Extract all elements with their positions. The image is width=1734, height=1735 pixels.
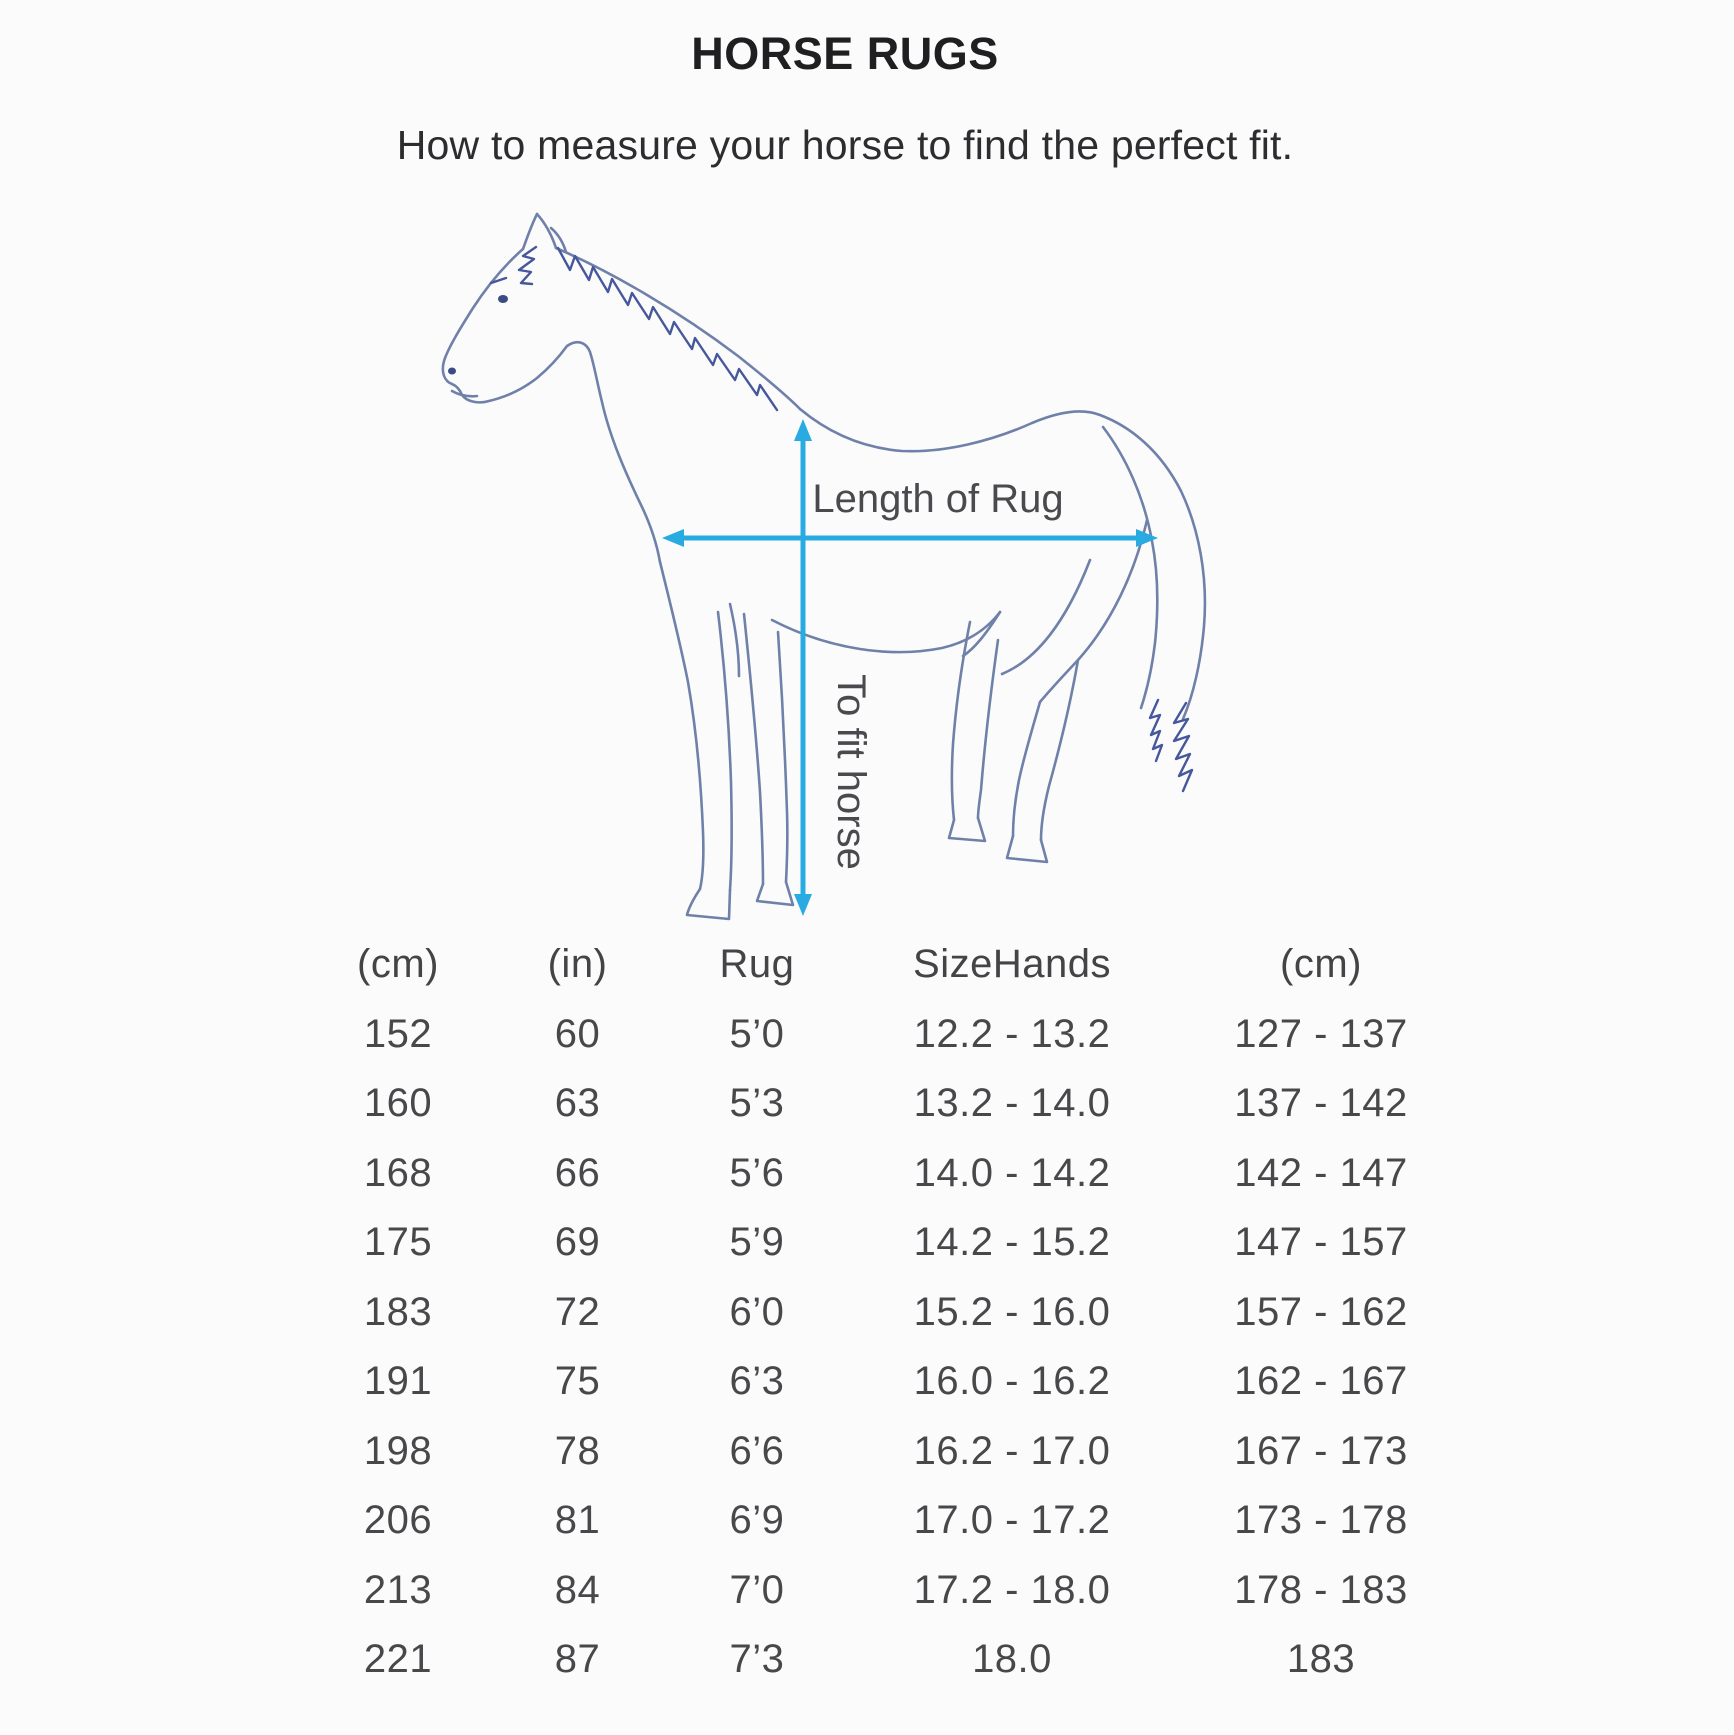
column-header: (in) (547, 942, 608, 987)
table-cell: 72 (554, 1289, 601, 1334)
table-cell: 6’9 (729, 1498, 785, 1543)
table-cell: 213 (363, 1567, 433, 1612)
table-cell: 6’6 (729, 1428, 785, 1473)
table-cell: 168 (363, 1150, 433, 1195)
table-cell: 183 (363, 1289, 433, 1334)
table-cell: 137 - 142 (1234, 1081, 1408, 1126)
table-cell: 78 (554, 1428, 601, 1473)
table-cell: 7’3 (729, 1637, 785, 1682)
table-cell: 15.2 - 16.0 (913, 1289, 1111, 1334)
table-cell: 69 (554, 1220, 601, 1265)
table-cell: 17.2 - 18.0 (913, 1567, 1111, 1612)
table-cell: 5’9 (729, 1220, 785, 1265)
page-title: HORSE RUGS (691, 28, 999, 79)
table-cell: 206 (363, 1498, 433, 1543)
table-cell: 160 (363, 1081, 433, 1126)
table-cell: 63 (554, 1081, 601, 1126)
table-cell: 142 - 147 (1234, 1150, 1408, 1195)
horse-measurement-diagram (400, 180, 1220, 940)
size-table (308, 930, 1465, 1695)
table-cell: 221 (363, 1637, 433, 1682)
table-cell: 157 - 162 (1234, 1289, 1408, 1334)
to-fit-horse-arrow (794, 419, 812, 916)
table-cell: 87 (554, 1637, 601, 1682)
to-fit-horse-label: To fit horse (829, 674, 873, 870)
table-cell: 178 - 183 (1234, 1567, 1408, 1612)
table-cell: 5’6 (729, 1150, 785, 1195)
table-cell: 14.0 - 14.2 (913, 1150, 1111, 1195)
table-cell: 162 - 167 (1234, 1359, 1408, 1404)
table-cell: 5’3 (729, 1081, 785, 1126)
table-cell: 14.2 - 15.2 (913, 1220, 1111, 1265)
table-cell: 183 (1286, 1637, 1356, 1682)
table-cell: 6’3 (729, 1359, 785, 1404)
table-cell: 18.0 (972, 1637, 1052, 1682)
table-cell: 147 - 157 (1234, 1220, 1408, 1265)
table-cell: 191 (363, 1359, 433, 1404)
table-cell: 12.2 - 13.2 (913, 1011, 1111, 1056)
table-cell: 66 (554, 1150, 601, 1195)
length-of-rug-label: Length of Rug (812, 477, 1064, 521)
column-header: Rug (719, 942, 795, 987)
table-cell: 152 (363, 1011, 433, 1056)
table-cell: 60 (554, 1011, 601, 1056)
table-cell: 16.0 - 16.2 (913, 1359, 1111, 1404)
table-cell: 81 (554, 1498, 601, 1543)
column-header: SizeHands (913, 942, 1111, 987)
column-header: (cm) (357, 942, 439, 987)
horse-outline (443, 214, 1205, 919)
table-cell: 16.2 - 17.0 (913, 1428, 1111, 1473)
table-cell: 167 - 173 (1234, 1428, 1408, 1473)
length-of-rug-arrow (662, 529, 1158, 547)
table-cell: 198 (363, 1428, 433, 1473)
page-subtitle: How to measure your horse to find the perfect fit. (396, 122, 1294, 168)
table-cell: 7’0 (729, 1567, 785, 1612)
table-cell: 5’0 (729, 1011, 785, 1056)
column-header: (cm) (1280, 942, 1362, 987)
table-cell: 13.2 - 14.0 (913, 1081, 1111, 1126)
table-cell: 6’0 (729, 1289, 785, 1334)
table-cell: 84 (554, 1567, 601, 1612)
table-cell: 75 (554, 1359, 601, 1404)
table-cell: 17.0 - 17.2 (913, 1498, 1111, 1543)
table-cell: 175 (363, 1220, 433, 1265)
table-cell: 127 - 137 (1234, 1011, 1408, 1056)
table-cell: 173 - 178 (1234, 1498, 1408, 1543)
